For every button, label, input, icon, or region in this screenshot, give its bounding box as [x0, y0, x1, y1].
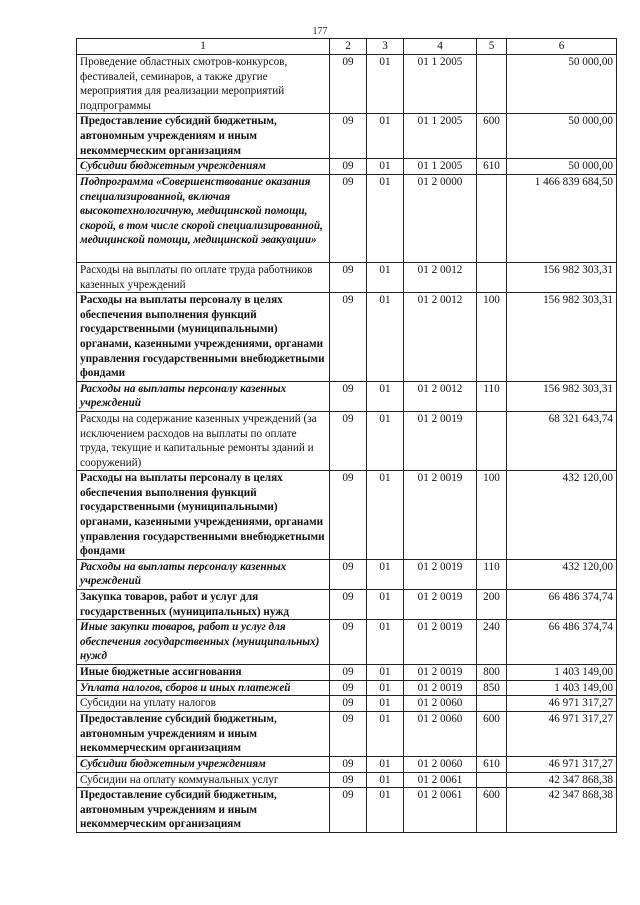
row-name-cell: Иные закупки товаров, работ и услуг для обеспечения государственных (муниципальных) нужд [77, 620, 330, 665]
row-section-cell: 09 [330, 772, 367, 788]
row-expense-type-cell [477, 696, 507, 712]
row-subsection-cell: 01 [367, 559, 404, 589]
col-header-amount: 6 [507, 39, 617, 55]
row-amount-cell: 66 486 374,74 [507, 620, 617, 665]
row-subsection-cell: 01 [367, 55, 404, 114]
row-subsection-cell: 01 [367, 680, 404, 696]
table-row [77, 471, 617, 560]
table-row [77, 788, 617, 833]
row-amount-cell: 1 466 839 684,50 [507, 174, 617, 262]
row-target-article-cell: 01 2 0019 [404, 559, 477, 589]
row-section-cell: 09 [330, 174, 367, 262]
row-amount-cell: 46 971 317,27 [507, 712, 617, 757]
row-amount-cell: 66 486 374,74 [507, 590, 617, 620]
row-name-cell: Иные бюджетные ассигнования [77, 665, 330, 681]
row-expense-type-cell: 800 [477, 665, 507, 681]
row-expense-type-cell [477, 55, 507, 114]
row-section-cell: 09 [330, 471, 367, 560]
table-row [77, 262, 617, 292]
row-amount-cell: 1 403 149,00 [507, 665, 617, 681]
row-expense-type-cell: 600 [477, 712, 507, 757]
table-row [77, 114, 617, 159]
row-section-cell: 09 [330, 712, 367, 757]
row-name-cell: Предоставление субсидий бюджетным, автономным учреждениям и иным некоммерческим организациям [77, 712, 330, 757]
row-amount-cell: 1 403 149,00 [507, 680, 617, 696]
row-name-cell: Уплата налогов, сборов и иных платежей [77, 680, 330, 696]
row-name-cell: Субсидии на уплату налогов [77, 696, 330, 712]
col-header-section: 2 [330, 39, 367, 55]
row-section-cell: 09 [330, 262, 367, 292]
row-name-cell: Субсидии бюджетным учреждениям [77, 159, 330, 175]
table-row [77, 590, 617, 620]
row-amount-cell: 432 120,00 [507, 559, 617, 589]
row-expense-type-cell: 850 [477, 680, 507, 696]
row-amount-cell: 50 000,00 [507, 114, 617, 159]
row-expense-type-cell [477, 411, 507, 470]
col-header-subsection: 3 [367, 39, 404, 55]
row-expense-type-cell [477, 174, 507, 262]
row-target-article-cell: 01 2 0012 [404, 293, 477, 382]
row-name-cell: Расходы на выплаты по оплате труда работников казенных учреждений [77, 262, 330, 292]
table-row [77, 559, 617, 589]
row-name-cell: Предоставление субсидий бюджетным, автономным учреждениям и иным некоммерческим организациям [77, 114, 330, 159]
row-expense-type-cell: 600 [477, 114, 507, 159]
table-row [77, 620, 617, 665]
row-section-cell: 09 [330, 411, 367, 470]
row-subsection-cell: 01 [367, 772, 404, 788]
row-name-cell: Проведение областных смотров-конкурсов, фестивалей, семинаров, а также другие мероприятия для реализации мероприятий подпрограммы [77, 55, 330, 114]
row-name-cell: Субсидии бюджетным учреждениям [77, 757, 330, 773]
row-amount-cell: 68 321 643,74 [507, 411, 617, 470]
table-row [77, 293, 617, 382]
row-subsection-cell: 01 [367, 665, 404, 681]
row-target-article-cell: 01 2 0019 [404, 620, 477, 665]
row-subsection-cell: 01 [367, 788, 404, 833]
row-section-cell: 09 [330, 696, 367, 712]
row-subsection-cell: 01 [367, 262, 404, 292]
row-target-article-cell: 01 1 2005 [404, 55, 477, 114]
table-row [77, 712, 617, 757]
row-name-cell: Предоставление субсидий бюджетным, автономным учреждениям и иным некоммерческим организациям [77, 788, 330, 833]
row-target-article-cell: 01 2 0012 [404, 262, 477, 292]
row-target-article-cell: 01 2 0019 [404, 680, 477, 696]
row-amount-cell: 46 971 317,27 [507, 696, 617, 712]
table-row [77, 680, 617, 696]
row-target-article-cell: 01 1 2005 [404, 114, 477, 159]
row-expense-type-cell: 610 [477, 757, 507, 773]
row-section-cell: 09 [330, 757, 367, 773]
row-expense-type-cell [477, 262, 507, 292]
row-subsection-cell: 01 [367, 114, 404, 159]
row-target-article-cell: 01 2 0019 [404, 471, 477, 560]
row-name-cell: Подпрограмма «Совершенствование оказания специализированной, включая высокотехнологичную, медицинской помощи, скорой, в том числе скорой специализированной, медицинской помощи, медицинской эвакуации» [77, 174, 330, 262]
row-amount-cell: 156 982 303,31 [507, 293, 617, 382]
row-section-cell: 09 [330, 665, 367, 681]
row-name-cell: Расходы на выплаты персоналу казенных учреждений [77, 381, 330, 411]
row-subsection-cell: 01 [367, 696, 404, 712]
col-header-name: 1 [77, 39, 330, 55]
table-row [77, 411, 617, 470]
row-section-cell: 09 [330, 55, 367, 114]
row-target-article-cell: 01 2 0000 [404, 174, 477, 262]
header-row [77, 39, 617, 55]
row-subsection-cell: 01 [367, 471, 404, 560]
row-target-article-cell: 01 2 0012 [404, 381, 477, 411]
row-subsection-cell: 01 [367, 590, 404, 620]
row-expense-type-cell: 110 [477, 559, 507, 589]
row-section-cell: 09 [330, 559, 367, 589]
row-subsection-cell: 01 [367, 411, 404, 470]
row-target-article-cell: 01 2 0060 [404, 696, 477, 712]
table-row [77, 696, 617, 712]
row-target-article-cell: 01 2 0060 [404, 712, 477, 757]
row-section-cell: 09 [330, 381, 367, 411]
row-section-cell: 09 [330, 293, 367, 382]
row-amount-cell: 42 347 868,38 [507, 788, 617, 833]
row-section-cell: 09 [330, 590, 367, 620]
row-name-cell: Закупка товаров, работ и услуг для государственных (муниципальных) нужд [77, 590, 330, 620]
table-row [77, 772, 617, 788]
table-row [77, 381, 617, 411]
page-number: 177 [312, 26, 328, 37]
table-row [77, 174, 617, 262]
row-expense-type-cell: 100 [477, 471, 507, 560]
col-header-target-article: 4 [404, 39, 477, 55]
row-subsection-cell: 01 [367, 620, 404, 665]
table-body [77, 55, 617, 833]
row-expense-type-cell: 200 [477, 590, 507, 620]
row-section-cell: 09 [330, 788, 367, 833]
row-section-cell: 09 [330, 114, 367, 159]
row-target-article-cell: 01 2 0019 [404, 665, 477, 681]
row-expense-type-cell [477, 772, 507, 788]
row-expense-type-cell: 240 [477, 620, 507, 665]
row-expense-type-cell: 100 [477, 293, 507, 382]
col-header-expense-type: 5 [477, 39, 507, 55]
row-name-cell: Субсидии на оплату коммунальных услуг [77, 772, 330, 788]
row-amount-cell: 42 347 868,38 [507, 772, 617, 788]
row-amount-cell: 50 000,00 [507, 55, 617, 114]
row-section-cell: 09 [330, 620, 367, 665]
row-subsection-cell: 01 [367, 381, 404, 411]
table-row [77, 159, 617, 175]
row-name-cell: Расходы на выплаты персоналу казенных учреждений [77, 559, 330, 589]
row-amount-cell: 46 971 317,27 [507, 757, 617, 773]
row-target-article-cell: 01 2 0061 [404, 772, 477, 788]
row-name-cell: Расходы на содержание казенных учреждений (за исключением расходов на выплаты по оплате труда, текущие и капитальные ремонты зданий и сооружений) [77, 411, 330, 470]
row-amount-cell: 156 982 303,31 [507, 381, 617, 411]
table-row [77, 757, 617, 773]
row-amount-cell: 432 120,00 [507, 471, 617, 560]
row-name-cell: Расходы на выплаты персоналу в целях обеспечения выполнения функций государственными (муниципальными) органами, казенными учреждениями, органами управления государственными внебюджетными фондами [77, 471, 330, 560]
row-expense-type-cell: 110 [477, 381, 507, 411]
row-subsection-cell: 01 [367, 159, 404, 175]
row-expense-type-cell: 610 [477, 159, 507, 175]
row-section-cell: 09 [330, 159, 367, 175]
row-section-cell: 09 [330, 680, 367, 696]
row-amount-cell: 156 982 303,31 [507, 262, 617, 292]
budget-table [76, 38, 617, 833]
row-target-article-cell: 01 1 2005 [404, 159, 477, 175]
row-target-article-cell: 01 2 0019 [404, 590, 477, 620]
row-subsection-cell: 01 [367, 757, 404, 773]
row-amount-cell: 50 000,00 [507, 159, 617, 175]
table-row [77, 55, 617, 114]
table-row [77, 665, 617, 681]
row-name-cell: Расходы на выплаты персоналу в целях обеспечения выполнения функций государственными (муниципальными) органами, казенными учреждениями, органами управления государственными внебюджетными фондами [77, 293, 330, 382]
row-subsection-cell: 01 [367, 712, 404, 757]
row-subsection-cell: 01 [367, 293, 404, 382]
row-target-article-cell: 01 2 0061 [404, 788, 477, 833]
row-expense-type-cell: 600 [477, 788, 507, 833]
row-target-article-cell: 01 2 0060 [404, 757, 477, 773]
row-target-article-cell: 01 2 0019 [404, 411, 477, 470]
row-subsection-cell: 01 [367, 174, 404, 262]
